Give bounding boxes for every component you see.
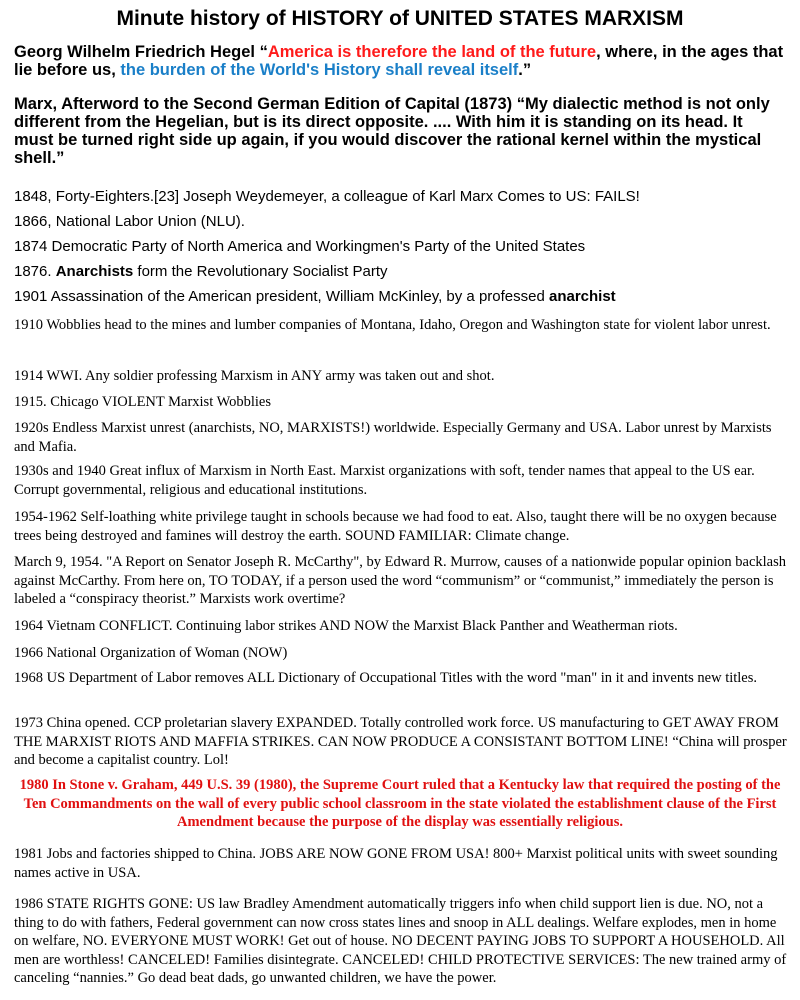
line-bold-text: anarchist	[548, 288, 616, 305]
timeline-entry: 1968 US Department of Labor removes ALL Dictionary of Occupational Titles with the word "man" in it and invents new titles.	[14, 670, 758, 686]
timeline-line	[14, 288, 790, 306]
marx-quote: Marx, Afterword to the Second German Edition of Capital (1873) “My dialectic method is not only different from the Hegelian, but is its direct opposite. .... With him it is standing on its head. It must be turned right side up again, if you would discover the rational kernel within the mystical shell.”	[14, 95, 770, 167]
hegel-quote-suffix: .”	[518, 61, 532, 79]
hegel-quote-middle: , where, in the ages that lie before us,	[14, 43, 784, 79]
hegel-quote	[14, 43, 786, 79]
timeline-entry: 1920s Endless Marxist unrest (anarchists, NO, MARXISTS!) worldwide. Especially Germany and USA. Labor unrest by Marxists and Mafia.	[14, 420, 772, 455]
timeline-entry: 1914 WWI. Any soldier professing Marxism in ANY army was taken out and shot.	[14, 368, 495, 384]
page-title: Minute history of HISTORY of UNITED STATES MARXISM	[116, 7, 684, 30]
line-text: 1874 Democratic Party of North America and Workingmen's Party of the United States	[14, 238, 586, 255]
timeline-line	[14, 263, 790, 281]
timeline-entry: 1910 Wobblies head to the mines and lumber companies of Montana, Idaho, Oregon and Washington state for violent labor unrest.	[14, 317, 771, 333]
hegel-quote-blue-text: the burden of the World's History shall reveal itself	[120, 61, 519, 79]
timeline-line	[14, 213, 790, 231]
timeline-entry: 1954-1962 Self-loathing white privilege taught in schools because we had food to eat. Also, taught there will be no oxygen because trees being destroyed and famines will destroy the earth. SOUND FAMILIAR: Climate change.	[14, 509, 777, 544]
hegel-quote-prefix: Georg Wilhelm Friedrich Hegel “	[14, 43, 268, 61]
timeline-entry: 1986 STATE RIGHTS GONE: US law Bradley Amendment automatically triggers info when child support lien is due. NO, not a thing to do with fathers, Federal government can now cross states lines and snoop in ALL dealings. Welfare explodes, men in home on welfare, NO. EVERYONE MUST WORK! Get out of house. NO DECENT PAYING JOBS TO SUPPORT A HOUSEHOLD. All men are worthless! CANCELED! Families disintegrate. CANCELED! CHILD PROTECTIVE SERVICES: The new trained army of canceling “nannies.” Go dead beat dads, go unwanted children, we have the power.	[14, 896, 787, 986]
timeline-entry: 1930s and 1940 Great influx of Marxism in North East. Marxist organizations with soft, tender names that appeal to the US ear. Corrupt governmental, religious and educational institutions.	[14, 463, 755, 498]
line-text: 1866, National Labor Union (NLU).	[14, 213, 245, 230]
timeline-line	[14, 188, 790, 206]
timeline-entry: 1966 National Organization of Woman (NOW)	[14, 645, 288, 661]
timeline-line	[14, 238, 790, 256]
timeline-entry: 1973 China opened. CCP proletarian slavery EXPANDED. Totally controlled work force. US manufacturing to GET AWAY FROM THE MARXIST RIOTS AND MAFFIA STRIKES. CAN NOW PRODUCE A CONSISTANT BOTTOM LINE! “China will prosper and become a capitalist country. Lol!	[14, 715, 787, 768]
line-bold-text: Anarchists	[55, 263, 134, 280]
line-text-after: form the Revolutionary Socialist Party	[133, 263, 388, 280]
line-text: 1901 Assassination of the American president, William McKinley, by a professed	[14, 288, 549, 305]
line-text: 1876.	[14, 263, 56, 280]
hegel-quote-red-text: America is therefore the land of the future	[267, 43, 597, 61]
highlighted-entry-1980: 1980 In Stone v. Graham, 449 U.S. 39 (1980), the Supreme Court ruled that a Kentucky law that required the posting of the Ten Commandments on the wall of every public school classroom in the state violated the establishment clause of the First Amendment because the purpose of the display was essentially religious.	[19, 777, 781, 830]
timeline-entry: 1915. Chicago VIOLENT Marxist Wobblies	[14, 394, 271, 410]
timeline-entry: 1981 Jobs and factories shipped to China. JOBS ARE NOW GONE FROM USA! 800+ Marxist political units with sweet sounding names active in USA.	[14, 846, 778, 881]
timeline-entry: 1964 Vietnam CONFLICT. Continuing labor strikes AND NOW the Marxist Black Panther and Weatherman riots.	[14, 618, 678, 634]
line-text: 1848, Forty-Eighters.[23] Joseph Weydemeyer, a colleague of Karl Marx Comes to US: FAILS!	[14, 188, 640, 205]
timeline-entry: March 9, 1954. "A Report on Senator Joseph R. McCarthy", by Edward R. Murrow, causes of a nationwide popular opinion backlash against McCarthy. From here on, TO TODAY, if a person used the word “communism” or “communist,” immediately the person is labeled a “conspiracy theorist.” Marxists work overtime?	[14, 554, 787, 607]
